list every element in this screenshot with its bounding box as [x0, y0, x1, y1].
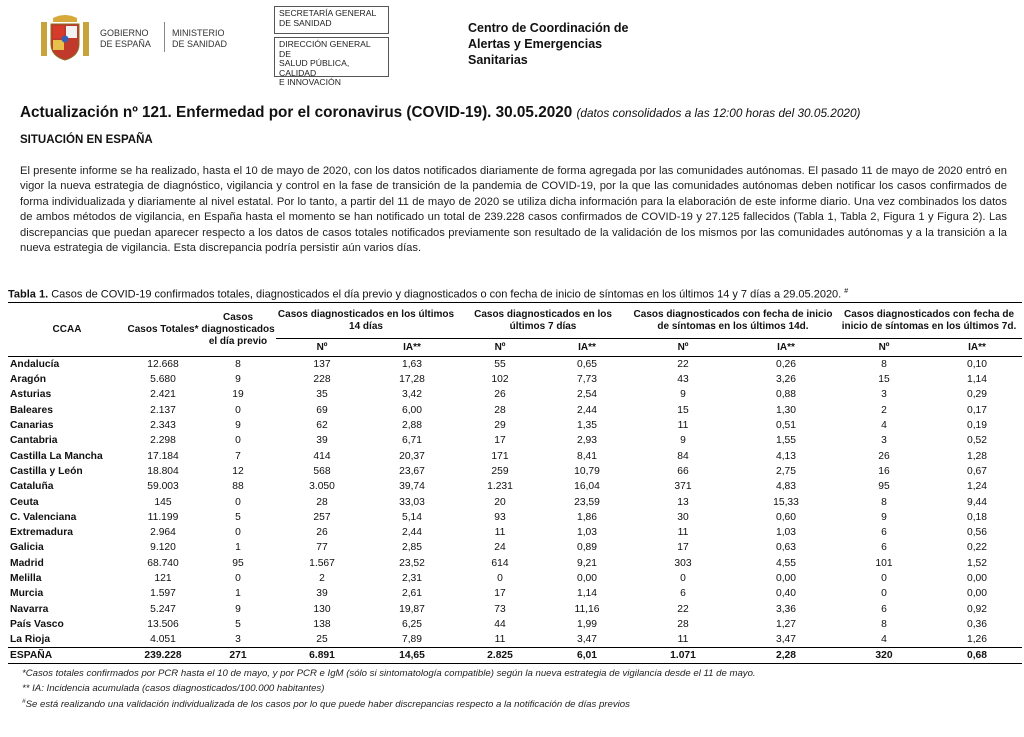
table-cell: 0,68	[932, 648, 1022, 664]
table-cell: 9	[235, 374, 241, 386]
ccaa-name: Castilla y León	[10, 465, 83, 477]
table-cell: 6,00	[401, 404, 423, 416]
col-n: Nº	[456, 339, 544, 357]
table-cell: 6.891	[276, 648, 368, 664]
table-cell: 11	[677, 527, 689, 539]
table-cell: 1.597	[150, 588, 176, 600]
table-cell: 0	[497, 573, 503, 584]
table-cell: 3,42	[401, 389, 423, 401]
table-cell: 6	[881, 527, 887, 539]
divider	[164, 22, 165, 52]
col-group-sint-7d: Casos diagnosticados con fecha de inicio de síntomas en los últimos 7d.	[836, 303, 1022, 339]
table-cell: 22	[677, 359, 689, 370]
col-group-sint-14d: Casos diagnosticados con fecha de inicio de síntomas en los últimos 14d.	[630, 303, 836, 339]
table-cell: 0,00	[576, 573, 598, 584]
table-row	[8, 510, 1022, 525]
table-cell: 88	[232, 481, 244, 493]
table-cell: 101	[875, 557, 893, 569]
table-cell: 0,52	[966, 435, 988, 447]
table-cell: 4	[881, 420, 887, 432]
ccaa-name: Madrid	[10, 557, 44, 569]
table-cell: 257	[313, 511, 331, 523]
table-cell: 2,28	[736, 648, 836, 664]
table-row	[8, 357, 1022, 373]
table-row	[8, 601, 1022, 616]
table-cell: 16	[878, 465, 890, 477]
table-cell: 73	[494, 603, 506, 615]
ccaa-name: Melilla	[10, 573, 42, 584]
report-title: Actualización nº 121. Enfermedad por el coronavirus (COVID-19). 30.05.2020 (datos consolidados a las 12:00 horas del 30.05.2020)	[20, 104, 861, 121]
table-cell: 39	[316, 588, 328, 600]
ccaa-name: País Vasco	[10, 618, 64, 630]
table-cell: 2,85	[401, 542, 423, 554]
table-cell: 19	[232, 389, 244, 401]
table-cell: 0,10	[966, 359, 988, 370]
table-cell: 95	[878, 481, 890, 493]
table-cell: 18.804	[147, 465, 179, 477]
table-cell: 1,63	[401, 359, 423, 370]
table-cell: 171	[491, 450, 509, 462]
table-cell: 8	[235, 359, 241, 370]
table-cell: 22	[677, 603, 689, 615]
table-cell: 23,67	[399, 465, 425, 477]
table-cell: 11	[494, 634, 506, 646]
table-total-row	[8, 648, 1022, 664]
table-cell: 5	[235, 511, 241, 523]
table-cell: 43	[677, 374, 689, 386]
table-cell: 4	[881, 634, 887, 646]
table-row	[8, 479, 1022, 494]
table-cell: 2,93	[576, 435, 598, 447]
table-cell: 2.825	[456, 648, 544, 664]
col-group-14d: Casos diagnosticados en los últimos 14 días	[276, 303, 456, 339]
ccaa-name: Asturias	[10, 389, 52, 401]
table-cell: 1	[235, 542, 241, 554]
table-cell: 4,55	[775, 557, 797, 569]
table-cell: 0	[235, 404, 241, 416]
table-cell: 271	[200, 648, 276, 664]
table-cell: 2.298	[150, 435, 176, 447]
report-subtitle: (datos consolidados a las 12:00 horas del 30.05.2020)	[576, 106, 861, 120]
ccaa-name: Navarra	[10, 603, 49, 615]
table-cell: 0,22	[966, 542, 988, 554]
table-cell: 0,89	[576, 542, 598, 554]
table-cell: 1	[235, 588, 241, 600]
table-cell: 303	[674, 557, 692, 569]
table-cell: 0	[235, 496, 241, 508]
coat-of-arms-logo	[39, 12, 91, 64]
table-cell: 28	[677, 618, 689, 630]
table-cell: 6	[881, 603, 887, 615]
table-cell: 2.421	[150, 389, 176, 401]
table-cell: 0,19	[966, 420, 988, 432]
table-cell: 1,52	[966, 557, 988, 569]
table-cell: 371	[674, 481, 692, 493]
table-cell: 23,59	[574, 496, 600, 508]
table-cell: 16,04	[574, 481, 600, 493]
table-cell: 17	[677, 542, 689, 554]
table-cell: 9	[235, 603, 241, 615]
table-cell: 8	[881, 496, 887, 508]
table-cell: 39,74	[399, 481, 425, 493]
table-cell: 0,40	[775, 588, 797, 600]
table-row	[8, 372, 1022, 387]
table-cell: 11.199	[147, 511, 179, 523]
table-cell: 62	[316, 420, 328, 432]
table-cell: 26	[878, 450, 890, 462]
table-cell: 0,00	[966, 588, 988, 600]
table-cell: 2,54	[576, 389, 598, 401]
table-cell: 20	[494, 496, 506, 508]
table-cell: 2.964	[150, 527, 176, 539]
table-cell: 35	[316, 389, 328, 401]
table-cell: 1.231	[487, 481, 513, 493]
table-cell: 14,65	[368, 648, 456, 664]
table-row	[8, 387, 1022, 402]
table-cell: 239.228	[126, 648, 200, 664]
col-ia: IA**	[736, 339, 836, 357]
table-row	[8, 448, 1022, 463]
table-cell: 2,61	[401, 588, 423, 600]
table-cell: 15	[878, 374, 890, 386]
table-cell: 259	[491, 465, 509, 477]
ministerio-label: MINISTERIO DE SANIDAD	[172, 28, 228, 49]
col-total: Casos Totales*	[126, 303, 200, 357]
table-cell: 39	[316, 435, 328, 447]
col-group-7d: Casos diagnosticados en los últimos 7 días	[456, 303, 630, 339]
table-cell: 0,92	[966, 603, 988, 615]
table-cell: 2	[319, 573, 325, 584]
ccaa-name: Aragón	[10, 374, 47, 386]
table-row	[8, 525, 1022, 540]
ccaa-name: Castilla La Mancha	[10, 450, 103, 462]
table-cell: 77	[316, 542, 328, 554]
table-cell: 9	[680, 435, 686, 447]
section-heading: SITUACIÓN EN ESPAÑA	[20, 134, 153, 146]
ccaa-name: Cantabria	[10, 435, 58, 447]
table-cell: 3,36	[775, 603, 797, 615]
col-ia: IA**	[544, 339, 630, 357]
table-cell: 9,21	[576, 557, 598, 569]
ccaa-name: Baleares	[10, 404, 53, 416]
table-cell: 23,52	[399, 557, 425, 569]
table-row	[8, 433, 1022, 448]
table-cell: 1,24	[966, 481, 988, 493]
table-cell: 4,13	[775, 450, 797, 462]
table-cell: 11	[494, 527, 506, 539]
table-row	[8, 586, 1022, 601]
table-cell: 1.071	[630, 648, 736, 664]
table-cell: 2,31	[401, 573, 423, 584]
table-cell: 121	[154, 573, 172, 584]
table-cell: 12.668	[147, 359, 179, 370]
secretaria-box: SECRETARÍA GENERAL DE SANIDAD	[274, 6, 389, 34]
table-cell: 11	[677, 634, 689, 646]
ccaa-name: ESPAÑA	[8, 648, 126, 664]
table-cell: 0,67	[966, 465, 988, 477]
table-cell: 9.120	[150, 542, 176, 554]
table-cell: 3	[881, 389, 887, 401]
ccaa-name: Galicia	[10, 542, 44, 554]
cases-table	[8, 302, 1022, 664]
table-cell: 2,44	[576, 404, 598, 416]
table-cell: 8	[881, 359, 887, 370]
ccaes-heading: Centro de Coordinación de Alertas y Emergencias Sanitarias	[468, 21, 629, 67]
table-cell: 5.680	[150, 374, 176, 386]
table-cell: 0,36	[966, 618, 988, 630]
col-ccaa: CCAA	[8, 303, 126, 357]
table-cell: 8	[881, 618, 887, 630]
table-cell: 13.506	[147, 618, 179, 630]
table-cell: 1,28	[966, 450, 988, 462]
table-cell: 0	[235, 435, 241, 447]
table-cell: 6,25	[401, 618, 423, 630]
table-cell: 1,99	[576, 618, 598, 630]
table-cell: 95	[232, 557, 244, 569]
table-cell: 0,65	[576, 359, 598, 370]
table-cell: 2.343	[150, 420, 176, 432]
table-row	[8, 617, 1022, 632]
table-cell: 130	[313, 603, 331, 615]
table-cell: 44	[494, 618, 506, 630]
table-row	[8, 418, 1022, 433]
ccaa-name: C. Valenciana	[10, 511, 77, 523]
table-cell: 0	[881, 588, 887, 600]
table-cell: 11	[677, 420, 689, 432]
table-cell: 228	[313, 374, 331, 386]
table-cell: 29	[494, 420, 506, 432]
table-cell: 6	[881, 542, 887, 554]
ccaa-name: Ceuta	[10, 496, 39, 508]
table-cell: 0	[680, 573, 686, 584]
table-cell: 1,35	[576, 420, 598, 432]
table-row	[8, 571, 1022, 586]
table-cell: 0,18	[966, 511, 988, 523]
table-cell: 5.247	[150, 603, 176, 615]
table-row	[8, 632, 1022, 648]
table-cell: 26	[316, 527, 328, 539]
footnote-ia: ** IA: Incidencia acumulada (casos diagnosticados/100.000 habitantes)	[22, 683, 325, 694]
table-cell: 9	[881, 511, 887, 523]
ccaa-name: Cataluña	[10, 481, 54, 493]
table-cell: 568	[313, 465, 331, 477]
col-ia: IA**	[368, 339, 456, 357]
table-cell: 6	[680, 588, 686, 600]
table-cell: 1,86	[576, 511, 598, 523]
table-cell: 17	[494, 588, 506, 600]
table-cell: 68.740	[147, 557, 179, 569]
col-ia: IA**	[932, 339, 1022, 357]
table-row	[8, 540, 1022, 555]
table-cell: 20,37	[399, 450, 425, 462]
table-cell: 13	[677, 496, 689, 508]
table-cell: 1,14	[576, 588, 598, 600]
table-cell: 93	[494, 511, 506, 523]
table-cell: 0,63	[775, 542, 797, 554]
table-row	[8, 403, 1022, 418]
table-cell: 3	[235, 634, 241, 646]
ccaa-name: Andalucía	[10, 359, 60, 370]
table-cell: 66	[677, 465, 689, 477]
table-cell: 7	[235, 450, 241, 462]
table-cell: 15	[677, 404, 689, 416]
table-cell: 2.137	[150, 404, 176, 416]
table-cell: 1,26	[966, 634, 988, 646]
table-cell: 0,51	[775, 420, 797, 432]
table-cell: 102	[491, 374, 509, 386]
table-cell: 9,44	[966, 496, 988, 508]
table-cell: 12	[232, 465, 244, 477]
table-cell: 0,26	[775, 359, 797, 370]
table-cell: 0,88	[775, 389, 797, 401]
table-cell: 3,47	[775, 634, 797, 646]
table-cell: 1,27	[775, 618, 797, 630]
table-cell: 25	[316, 634, 328, 646]
table-cell: 7,73	[576, 374, 598, 386]
table-cell: 5,14	[401, 511, 423, 523]
col-prev: Casos diagnosticados el día previo	[200, 303, 276, 357]
table-cell: 26	[494, 389, 506, 401]
table-cell: 59.003	[147, 481, 179, 493]
table-cell: 10,79	[574, 465, 600, 477]
table-cell: 2,88	[401, 420, 423, 432]
table-cell: 145	[154, 496, 172, 508]
ccaa-name: Extremadura	[10, 527, 73, 539]
table-cell: 9	[235, 420, 241, 432]
table-cell: 1,03	[576, 527, 598, 539]
gobierno-label: GOBIERNO DE ESPAÑA	[100, 28, 151, 49]
table-cell: 3.050	[309, 481, 335, 493]
table-cell: 11,16	[574, 603, 600, 615]
intro-paragraph: El presente informe se ha realizado, hasta el 10 de mayo de 2020, con los datos notificados diariamente de forma agregada por las comunidades autónomas. El pasado 11 de mayo de 2020 entró en vigor la nueva estrategia de diagnóstico, vigilancia y control en la fase de transición de la pandemia de COVID-19, por la que las comunidades autónomas deben notificar los casos confirmados de forma individualizada y diariamente al nivel estatal. Por lo tanto, a partir del 11 de mayo de 2020 se utiliza dicha información para la elaboración de este informe diario. Una vez combinados los datos de ambos métodos de vigilancia, en España hasta el momento se han notificado un total de 239.228 casos confirmados de COVID-19 y 27.125 fallecidos (Tabla 1, Tabla 2, Figura 1 y Figura 2). Las discrepancias que puedan aparecer respecto a los datos de casos totales notificados previamente son resultado de la validación de los mismos por las comunidades autónomas y a la transición a la nueva estrategia de vigilancia. Esta discrepancia podría persistir aún varios días.	[20, 165, 1007, 255]
ccaa-name: La Rioja	[10, 634, 51, 646]
table-cell: 28	[494, 404, 506, 416]
direccion-box: DIRECCIÓN GENERAL DE SALUD PÚBLICA, CALIDAD E INNOVACIÓN	[274, 37, 389, 77]
table-cell: 0	[881, 573, 887, 584]
table-cell: 137	[313, 359, 331, 370]
table-cell: 6,71	[401, 435, 423, 447]
table-cell: 0,60	[775, 511, 797, 523]
table-cell: 9	[680, 389, 686, 401]
table-cell: 17.184	[147, 450, 179, 462]
footnote-total: *Casos totales confirmados por PCR hasta el 10 de mayo, y por PCR e IgM (sólo si sintomatología compatible) según la nueva estrategia de vigilancia desde el 11 de mayo.	[22, 668, 756, 679]
table-cell: 2,44	[401, 527, 423, 539]
table-cell: 0,00	[966, 573, 988, 584]
footnote-validation: #Se está realizando una validación individualizada de los casos por lo que puede haber discrepancias respecto a la notificación de días previos	[22, 698, 630, 711]
table-cell: 614	[491, 557, 509, 569]
table-cell: 414	[313, 450, 331, 462]
table-cell: 0	[235, 573, 241, 584]
table-cell: 19,87	[399, 603, 425, 615]
table-cell: 2	[881, 404, 887, 416]
ccaa-name: Murcia	[10, 588, 44, 600]
table-cell: 69	[316, 404, 328, 416]
table-cell: 17,28	[399, 374, 425, 386]
table-cell: 6,01	[544, 648, 630, 664]
table-cell: 1,30	[775, 404, 797, 416]
table-cell: 320	[836, 648, 932, 664]
table-cell: 28	[316, 496, 328, 508]
table-cell: 1,14	[966, 374, 988, 386]
table-cell: 3	[881, 435, 887, 447]
table-row	[8, 556, 1022, 571]
table-cell: 3,47	[576, 634, 598, 646]
table-cell: 15,33	[773, 496, 799, 508]
table-row	[8, 464, 1022, 479]
table-row	[8, 494, 1022, 509]
table-cell: 5	[235, 618, 241, 630]
table-cell: 0,17	[966, 404, 988, 416]
table-cell: 33,03	[399, 496, 425, 508]
table-cell: 1,55	[775, 435, 797, 447]
ccaa-name: Canarias	[10, 420, 54, 432]
table-cell: 1,03	[775, 527, 797, 539]
col-n: Nº	[276, 339, 368, 357]
table-cell: 84	[677, 450, 689, 462]
table-cell: 24	[494, 542, 506, 554]
table-cell: 0,29	[966, 389, 988, 401]
table-cell: 0,56	[966, 527, 988, 539]
table-cell: 8,41	[576, 450, 598, 462]
table-cell: 0	[235, 527, 241, 539]
table-cell: 7,89	[401, 634, 423, 646]
table-cell: 17	[494, 435, 506, 447]
table-cell: 3,26	[775, 374, 797, 386]
col-n: Nº	[630, 339, 736, 357]
table-cell: 30	[677, 511, 689, 523]
table-caption: Tabla 1. Casos de COVID-19 confirmados totales, diagnosticados el día previo y diagnosticados o con fecha de inicio de síntomas en los últimos 14 y 7 días a 29.05.2020. #	[8, 288, 849, 301]
table-cell: 138	[313, 618, 331, 630]
col-n: Nº	[836, 339, 932, 357]
table-cell: 4,83	[775, 481, 797, 493]
table-cell: 2,75	[775, 465, 797, 477]
table-cell: 55	[494, 359, 506, 370]
table-cell: 1.567	[309, 557, 335, 569]
table-cell: 4.051	[150, 634, 176, 646]
table-cell: 0,00	[775, 573, 797, 584]
